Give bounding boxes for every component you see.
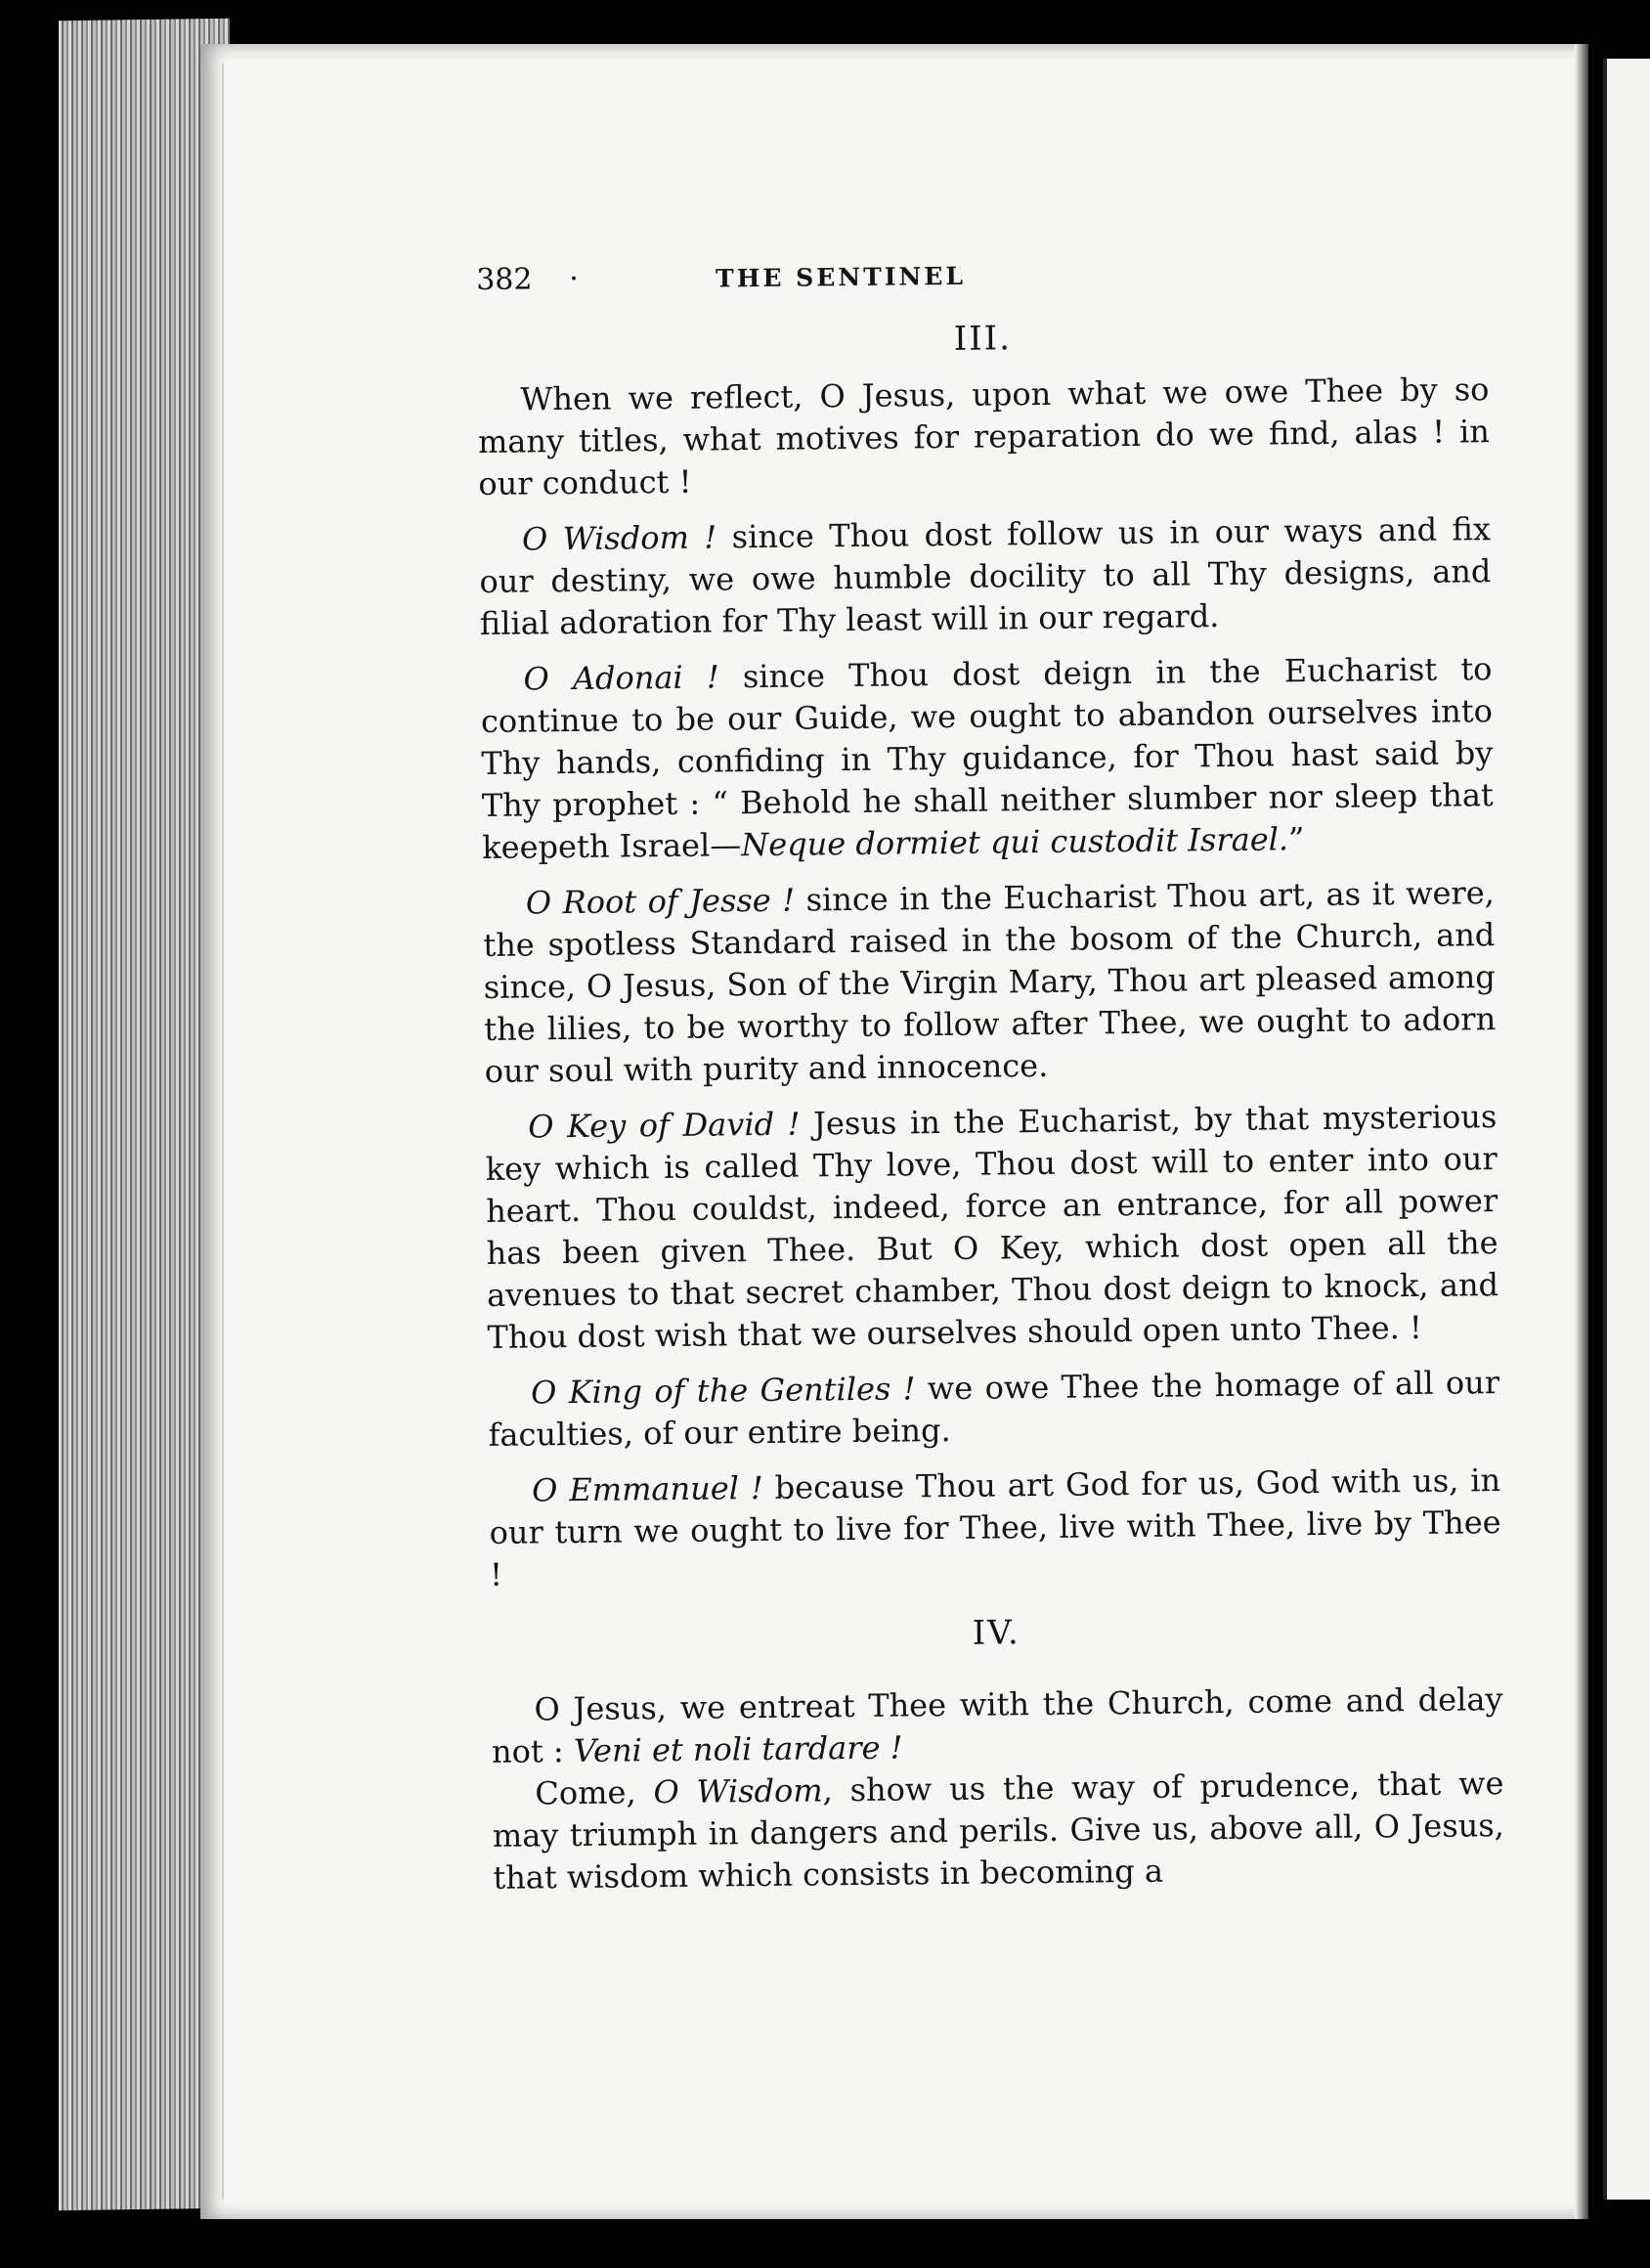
paragraph-come-wisdom: [492, 1763, 1504, 1899]
invocation-king-of-gentiles: O King of the Gentiles !: [530, 1370, 916, 1412]
paragraph-adonai-text: since Thou dost deign in the Eucharist to continue to be our Guide, we ought to abandon ourselves into Thy hands, confiding in Thy guidance, for Thou hast said by Thy prophet : “ Behold he shall neither slumber nor sleep that keepeth Israel—: [480, 650, 1494, 866]
invocation-emmanuel: O Emmanuel !: [531, 1468, 763, 1509]
closing-quote: ”: [1287, 820, 1305, 858]
page-number: 382: [476, 262, 533, 297]
invocation-come-wisdom: O Wisdom: [653, 1771, 823, 1811]
running-head: [476, 248, 1489, 318]
invocation-key-of-david: O Key of David !: [528, 1105, 801, 1146]
page-right-shadow: [1575, 44, 1588, 2219]
invocation-wisdom: O Wisdom !: [521, 518, 717, 558]
paragraph-wisdom-text: since Thou dost follow us in our ways and fix our destiny, we owe humble docility to all Thy designs, and filial adoration for Thy least will in our regard.: [479, 510, 1492, 642]
paragraph-adonai: [480, 648, 1494, 869]
page-text-block: [476, 248, 1505, 1913]
facing-page-edge: [1603, 59, 1650, 2200]
invocation-adonai: O Adonai !: [523, 658, 719, 698]
paragraph-come-pre: Come,: [535, 1773, 654, 1812]
paragraph-wisdom: [479, 508, 1492, 645]
paragraph-king-of-gentiles-text: we owe Thee the homage of all our faculties, of our entire being.: [488, 1364, 1500, 1454]
paragraph-come-wisdom-text: , show us the way of prudence, that we may triumph in dangers and perils. Give us, above all, O Jesus, that wisdom which consists in becoming a: [492, 1765, 1505, 1897]
paragraph-reflect: When we reflect, O Jesus, upon what we owe Thee by so many titles, what motives for reparation do we find, alas ! in our conduct !: [477, 371, 1491, 502]
paragraph-emmanuel: [489, 1460, 1501, 1596]
section-heading-iv: IV.: [972, 1613, 1020, 1653]
paragraph-key-of-david: [485, 1096, 1499, 1359]
latin-quote-israel: Neque dormiet qui custodit Israel.: [741, 820, 1289, 864]
section-heading-iii: III.: [953, 319, 1013, 359]
invocation-root-of-jesse: O Root of Jesse !: [525, 881, 796, 922]
paragraph-entreat-text: O Jesus, we entreat Thee with the Church, come and delay not :: [491, 1680, 1503, 1770]
paragraph-root-of-jesse-text: since in the Eucharist Thou art, as it were, the spotless Standard raised in the bosom of the Church, and since, O Jesus, Son of the Virgin Mary, Thou art pleased among the lilies, to be worthy to follow after Thee, we ought to adorn our soul with purity and innocence.: [483, 874, 1497, 1090]
paragraph-king-of-gentiles: [488, 1362, 1500, 1457]
paragraph-key-of-david-text: Jesus in the Eucharist, by that mysterious key which is called Thy love, Thou dost will to enter into our heart. Thou couldst, indeed, force an entrance, for all power has been given Thee. But O Key, which dost open all the avenues to that secret chamber, Thou dost deign to knock, and Thou dost wish that we ourselves should open unto Thee. !: [485, 1098, 1499, 1356]
paragraph-emmanuel-text: because Thou art God for us, God with us, in our turn we ought to live for Thee, live with Thee, live by Thee !: [489, 1461, 1501, 1593]
paragraph-entreat: [491, 1679, 1503, 1773]
latin-veni: Veni et noli tardare !: [573, 1728, 903, 1770]
paragraph-root-of-jesse: [483, 872, 1497, 1093]
running-head-dot: ·: [569, 261, 579, 297]
running-head-title: THE SENTINEL: [716, 261, 967, 293]
